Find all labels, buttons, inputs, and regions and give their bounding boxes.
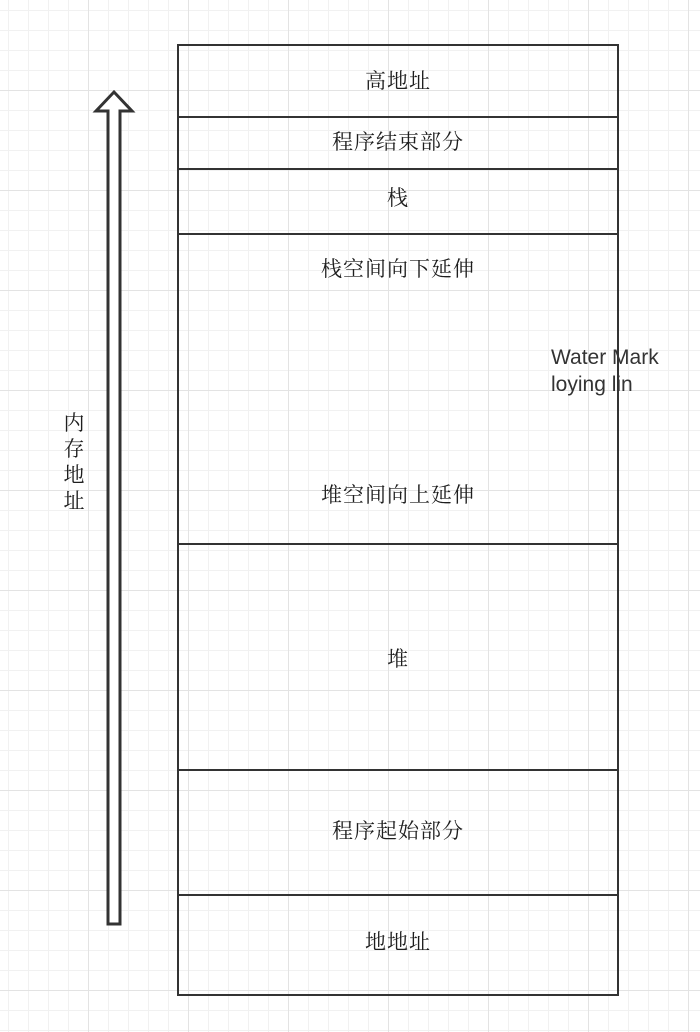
watermark xyxy=(551,344,659,398)
memory-address-label xyxy=(60,410,88,514)
memory-address-char: 址 xyxy=(63,489,85,513)
watermark-line1: Water Mark xyxy=(551,346,659,369)
segment-label-high-address: 高地址 xyxy=(365,69,431,93)
segment-high-address xyxy=(179,46,617,118)
watermark-line2: loying lin xyxy=(551,373,633,396)
memory-address-char: 内 xyxy=(63,411,85,435)
up-arrow-icon xyxy=(90,88,138,930)
segment-label-heap-grows-up: 堆空间向上延伸 xyxy=(321,483,475,507)
segment-stack xyxy=(179,168,617,235)
segment-label-program-end: 程序结束部分 xyxy=(332,130,464,154)
memory-address-char: 地 xyxy=(63,463,85,487)
memory-address-char: 存 xyxy=(63,437,85,461)
segment-program-end xyxy=(179,116,617,170)
segment-heap xyxy=(179,543,617,771)
segment-low-address xyxy=(179,894,617,994)
segment-label-stack: 栈 xyxy=(387,186,409,210)
segment-label-low-address: 地地址 xyxy=(365,930,431,954)
segment-label-stack-grows-down: 栈空间向下延伸 xyxy=(321,257,475,281)
segment-label-heap: 堆 xyxy=(387,647,409,671)
segment-label-program-start: 程序起始部分 xyxy=(332,819,464,843)
segment-program-start xyxy=(179,769,617,896)
memory-layout-stack xyxy=(177,44,619,996)
